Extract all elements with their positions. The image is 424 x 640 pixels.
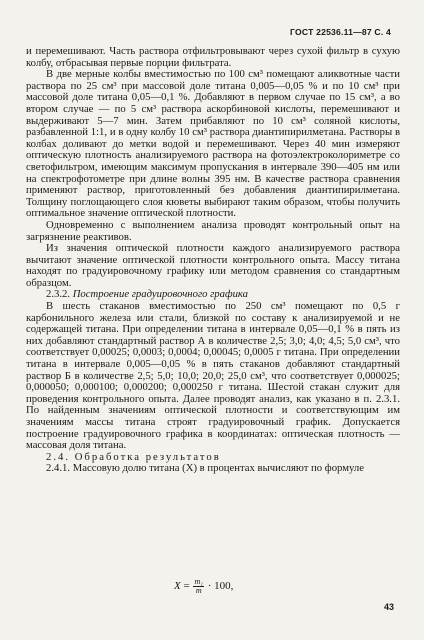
paragraph-3: Одновременно с выполнением анализа проводят контрольный опыт на загрязнение реактивов.	[26, 218, 400, 243]
section-title: Построение градуировочного графика	[72, 288, 248, 301]
formula-fraction	[193, 578, 204, 595]
paragraph-calibration: В шесть стаканов вместимостью по 250 см³ помещают по 0,5 г карбонильного железа или стали, близкой по составу к анализируемой и не содержащей титана. При определении титана в интервале 0,05—0,1 % в пять из них добавляют стандартный раствор А в количестве 2,5; 3,0; 4,0; 4,5; 5,0 см³, что соответствует 0,00025; 0,0003; 0,0004; 0,00045; 0,0005 г титана. При определении титана в интервале 0,005—0,05 % в пять стаканов добавляют стандартный раствор Б в количестве 2,5; 5,0; 10,0; 20,0; 25,0 см³, что соответствует 0,000025; 0,000050; 0,000100; 0,000200; 0,000250 г титана. Шестой стакан служит для проведения контрольного опыта. Далее проводят анализ, как указано в п. 2.3.1. По найденным значениям оптической плотности и соответствующим им значениям массы титана строят градуировочный график. Допускается построение градуировочного графика в координатах: оптическая плотность — массовая доля титана.	[26, 300, 400, 452]
document-body	[26, 46, 400, 475]
page-header: ГОСТ 22536.11—87 С. 4	[290, 27, 391, 37]
formula-denominator: m	[195, 586, 202, 595]
formula-lhs: X	[174, 580, 181, 593]
formula-numerator: m₁	[194, 577, 204, 586]
paragraph-1: и перемешивают. Часть раствора отфильтровывают через сухой фильтр в сухую колбу, отбрасывая первые порции фильтрата.	[26, 45, 400, 69]
paragraph-2-4-1: 2.4.1. Массовую долю титана (X) в процентах вычисляют по формуле	[46, 462, 364, 475]
formula-equals: =	[180, 580, 193, 593]
section-number: 2.3.2.	[46, 288, 71, 301]
paragraph-4: Из значения оптической плотности каждого анализируемого раствора вычитают значение оптической плотности контрольного опыта. Массу титана находят по градуировочному графику или методом сравнения со стандартным образцом.	[26, 242, 400, 289]
page-number: 43	[383, 602, 394, 612]
formula-tail: · 100,	[205, 580, 234, 593]
section-heading-2-4: 2.4. Обработка результатов	[46, 450, 221, 463]
paragraph-2: В две мерные колбы вместимостью по 100 см³ помещают аликвотные части раствора по 25 см³ при массовой доле титана 0,005—0,05 % и по 10 см³ при массовой доле титана 0,05—0,1 %. Добавляют в первом случае по 15 см³, а во втором случае — по 5 см³ раствора аскорбиновой кислоты, перемешивают и выдерживают 5—7 мин. Затем прибавляют по 10 см³ соляной кислоты, разбавленной 1:1, и в одну колбу 10 см³ раствора диантипирилметана. Растворы в колбах доливают до метки водой и перемешивают. Через 40 мин измеряют оптическую плотность анализируемого раствора на фотоэлектроколориметре со светофильтром, имеющим максимум пропускания в интервале 390—405 нм или на спектрофотометре при длине волны 395 нм. В качестве раствора сравнения применяют раствор, приготовленный без добавления диантипирилметана. Толщину поглощающего слоя кюветы выбирают таким образом, чтобы получить оптимальное значение оптической плотности.	[26, 68, 400, 220]
formula	[174, 578, 233, 595]
